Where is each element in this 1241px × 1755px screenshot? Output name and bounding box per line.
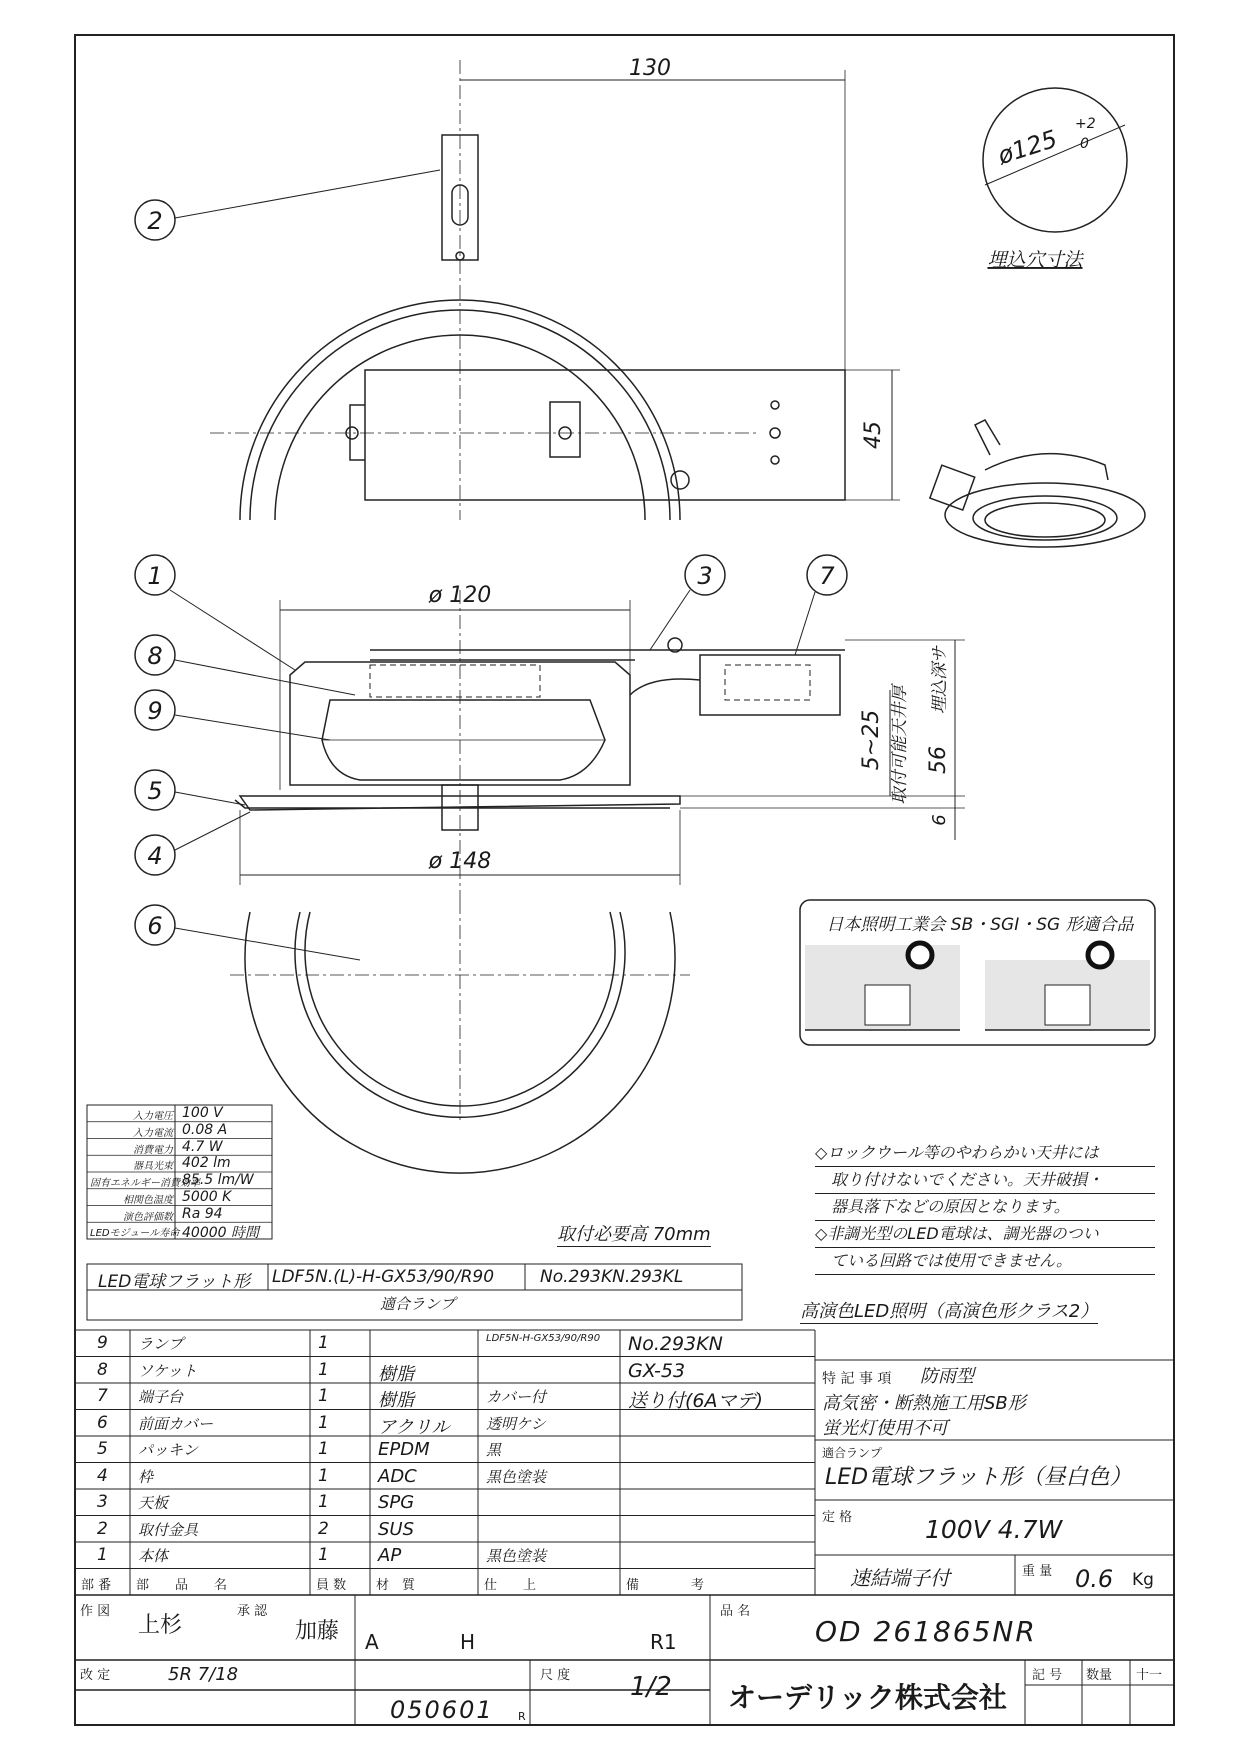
parts-header-spec: 仕 上: [484, 1577, 537, 1593]
parts-header-note: 備 考: [626, 1577, 705, 1593]
parts-cell-material: SPG: [378, 1492, 415, 1513]
parts-cell-material: EPDM: [378, 1439, 430, 1460]
parts-cell-no: 3: [97, 1492, 108, 1512]
cutout-tolerance-minus: 0: [1080, 136, 1089, 152]
revision-label: 改 定: [80, 1668, 111, 1683]
parts-cell-name: 前面カバー: [138, 1414, 214, 1433]
parts-cell-no: 5: [97, 1439, 108, 1459]
parts-header-name: 部 品 名: [136, 1577, 228, 1593]
callout-5-label: 5: [147, 777, 163, 805]
weight-unit: Kg: [1132, 1570, 1154, 1590]
bottom-view: [230, 900, 690, 1173]
dimension-d120: ø 120: [428, 583, 492, 608]
parts-cell-name: パッキン: [138, 1441, 198, 1459]
special-notes-line2: 高気密・断熱施工用SB形: [822, 1393, 1026, 1414]
product-name: OD 261865NR: [815, 1615, 1037, 1648]
spec-label: LEDモジュール寿命: [90, 1228, 180, 1240]
parts-cell-no: 8: [97, 1359, 108, 1380]
high-cri-label: 高演色LED照明（高演色形クラス2）: [800, 1297, 1098, 1324]
callout-3-label: 3: [697, 562, 713, 590]
ten-one-label: 十一: [1136, 1668, 1163, 1683]
parts-cell-spec: LDF5N-H-GX53/90/R90: [486, 1333, 601, 1344]
parts-cell-spec: カバー付: [486, 1388, 547, 1406]
approved-by: 加藤: [295, 1619, 340, 1644]
company-name: オーデリック株式会社: [728, 1681, 1007, 1714]
embed-depth-label: 埋込深サ: [930, 646, 950, 714]
lamp-caption: 適合ランプ: [380, 1295, 456, 1313]
parts-cell-material: 樹脂: [378, 1390, 414, 1411]
revision-mark: R1: [650, 1630, 677, 1654]
parts-cell-no: 2: [97, 1518, 108, 1539]
parts-cell-name: 枠: [138, 1467, 154, 1486]
rating-value: 100V 4.7W: [925, 1515, 1063, 1544]
callout-2-label: 2: [147, 207, 163, 235]
parts-cell-material: 樹脂: [378, 1363, 414, 1385]
spec-label: 演色評価数: [123, 1211, 173, 1223]
parts-cell-no: 7: [97, 1386, 108, 1406]
parts-cell-no: 6: [97, 1412, 108, 1433]
note-line-2: 取り付けないでください。天井破損・: [815, 1167, 1155, 1194]
spec-value: 100 V: [182, 1105, 223, 1121]
parts-cell-qty: 1: [318, 1439, 329, 1459]
dimension-130: 130: [629, 56, 671, 81]
parts-cell-name: 天板: [138, 1494, 169, 1512]
spec-label: 器具光束: [133, 1161, 173, 1173]
special-notes-label: 特 記 事 項: [822, 1371, 892, 1387]
spec-value: 4.7 W: [182, 1138, 223, 1155]
note-line-4: ◇非調光型のLED電球は、調光器のつい: [815, 1221, 1155, 1248]
spec-label: 入力電流: [133, 1127, 173, 1139]
parts-cell-qty: 1: [318, 1492, 329, 1512]
standard-box-title: 日本照明工業会 SB・SGI・SG 形適合品: [826, 915, 1134, 935]
parts-header-material: 材 質: [376, 1577, 416, 1593]
cutout-dimension: ø125: [994, 124, 1061, 171]
cutout-tolerance-plus: +2: [1075, 116, 1096, 132]
parts-cell-material: ADC: [378, 1465, 417, 1487]
parts-cell-material: AP: [378, 1545, 402, 1566]
spec-value: 85.5 lm/W: [182, 1172, 254, 1188]
parts-cell-spec: 黒: [486, 1441, 502, 1459]
notes: [815, 1140, 1155, 1275]
spec-value: 40000 時間: [182, 1225, 259, 1242]
note-line-1: ◇ロックウール等のやわらかい天井には: [815, 1140, 1155, 1167]
scale-label: 尺 度: [540, 1668, 571, 1683]
parts-cell-note: GX-53: [628, 1359, 686, 1382]
rating-label: 定 格: [822, 1510, 853, 1525]
dimension-45: 45: [861, 421, 886, 449]
note-line-3: 器具落下などの原因となります。: [815, 1194, 1155, 1221]
callout-1-label: 1: [147, 562, 163, 590]
lamp-label: 適合ランプ: [822, 1446, 883, 1460]
cutout-caption: 埋込穴寸法: [987, 249, 1083, 271]
revision-date: 5R 7/18: [168, 1664, 239, 1685]
product-isometric-sketch: [930, 420, 1145, 547]
parts-cell-name: 本体: [138, 1547, 169, 1565]
spec-value: 402 lm: [182, 1155, 231, 1172]
spec-value: Ra 94: [182, 1205, 223, 1222]
dimension-d148: ø 148: [428, 849, 492, 874]
count-label: 数量: [1086, 1668, 1113, 1683]
dimension-56: 56: [926, 746, 951, 774]
parts-cell-qty: 1: [318, 1465, 329, 1486]
drawn-by: 上杉: [138, 1613, 183, 1638]
lamp-type: LED電球フラット形: [98, 1272, 250, 1292]
drawn-label: 作 図: [80, 1604, 111, 1619]
parts-cell-spec: 黒色塗装: [486, 1467, 547, 1486]
parts-cell-qty: 1: [318, 1545, 329, 1565]
parts-cell-qty: 1: [318, 1412, 329, 1433]
document-number: 050601: [390, 1696, 494, 1724]
spec-label: 入力電圧: [133, 1111, 173, 1122]
mount-height: 取付必要高 70mm: [557, 1220, 711, 1247]
weight-value: 0.6: [1075, 1565, 1114, 1593]
spec-label: 相関色温度: [123, 1194, 173, 1206]
lamp-numbers: No.293KN.293KL: [540, 1267, 684, 1287]
parts-cell-name: 端子台: [138, 1388, 184, 1406]
callout-7-label: 7: [819, 562, 835, 590]
weight-label: 重 量: [1022, 1564, 1053, 1579]
parts-cell-no: 9: [97, 1333, 108, 1353]
parts-cell-note: 送り付(6Aマデ): [628, 1390, 763, 1412]
note-line-5: ている回路では使用できません。: [815, 1248, 1155, 1275]
parts-cell-name: ソケット: [138, 1361, 198, 1380]
parts-cell-no: 4: [97, 1465, 108, 1486]
spec-value: 0.08 A: [182, 1121, 228, 1138]
top-view: [210, 60, 900, 520]
parts-cell-qty: 1: [318, 1386, 329, 1406]
side-view: [235, 590, 965, 900]
callout-4-label: 4: [147, 842, 163, 870]
callout-8-label: 8: [147, 642, 163, 670]
ceiling-thickness-label: 取付可能天井厚: [890, 685, 910, 805]
special-notes-value: 防雨型: [920, 1366, 974, 1387]
spec-value: 5000 K: [182, 1188, 232, 1205]
mark-label: 記 号: [1032, 1668, 1063, 1683]
spec-label: 消費電力: [133, 1144, 173, 1156]
terminal-label: 速結端子付: [850, 1566, 950, 1590]
callout-9-label: 9: [147, 697, 163, 725]
scale-value: 1/2: [630, 1672, 672, 1702]
parts-cell-name: ランプ: [138, 1335, 184, 1353]
parts-header-qty: 員 数: [316, 1577, 347, 1593]
code-a: A: [365, 1630, 379, 1654]
parts-cell-name: 取付金具: [138, 1520, 199, 1539]
parts-cell-material: SUS: [378, 1518, 415, 1540]
parts-cell-spec: 透明ケシ: [486, 1414, 546, 1433]
parts-cell-qty: 1: [318, 1359, 329, 1380]
approved-label: 承 認: [237, 1604, 268, 1619]
callout-6-label: 6: [147, 912, 163, 940]
parts-cell-qty: 1: [318, 1333, 329, 1353]
lamp-value: LED電球フラット形（昼白色）: [825, 1465, 1132, 1490]
product-label: 品 名: [720, 1604, 751, 1619]
parts-cell-material: アクリル: [378, 1416, 450, 1438]
lamp-model: LDF5N.(L)-H-GX53/90/R90: [272, 1267, 495, 1287]
spec-label: 固有エネルギー消費効率: [90, 1178, 200, 1189]
document-suffix: R: [518, 1710, 526, 1723]
parts-cell-qty: 2: [318, 1518, 329, 1539]
parts-cell-no: 1: [97, 1545, 108, 1565]
dimension-5-25: 5~25: [859, 709, 884, 771]
dimension-6: 6: [929, 814, 950, 826]
parts-header-no: 部 番: [81, 1577, 112, 1593]
code-h: H: [460, 1630, 476, 1654]
special-notes-line3: 蛍光灯使用不可: [822, 1418, 948, 1439]
parts-cell-note: No.293KN: [628, 1333, 723, 1355]
parts-cell-spec: 黒色塗装: [486, 1547, 547, 1565]
